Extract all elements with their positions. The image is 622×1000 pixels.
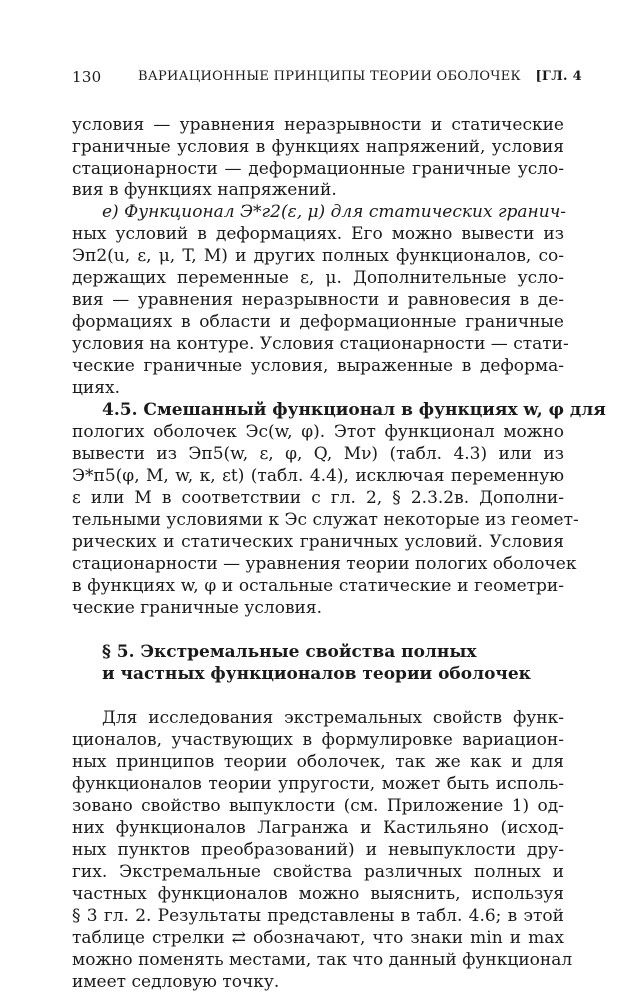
- text-line: ных пунктов преобразований) и невыпуклости дру-: [72, 840, 564, 860]
- chapter-label: [ГЛ. 4: [535, 69, 582, 84]
- text-line: условия — уравнения неразрывности и статические: [72, 115, 564, 135]
- text-line: них функционалов Лагранжа и Кастильяно (исход-: [72, 818, 564, 838]
- text-line: частных функционалов можно выяснить, используя: [72, 884, 564, 904]
- text-line: Для исследования экстремальных свойств функ-: [102, 708, 564, 728]
- section-heading: § 5. Экстремальные свойства полных: [102, 642, 477, 662]
- text-line: зовано свойство выпуклости (см. Приложение 1) од-: [72, 796, 564, 816]
- text-line: формациях в области и деформационные граничные: [72, 312, 564, 332]
- text-line: стационарности — уравнения теории пологих оболочек: [72, 554, 577, 574]
- text-line: гих. Экстремальные свойства различных полных и: [72, 862, 564, 882]
- text-line: вия — уравнения неразрывности и равновесия в де-: [72, 290, 564, 310]
- subsection-heading: 4.5. Смешанный функционал в функциях w, φ для: [102, 400, 606, 420]
- text-line: § 3 гл. 2. Результаты представлены в табл. 4.6; в этой: [72, 906, 564, 926]
- text-line: держащих переменные ε, μ. Дополнительные усло-: [72, 268, 564, 288]
- text-line: е) Функционал Э*г2(ε, μ) для статических гранич-: [102, 202, 567, 222]
- text-line: можно поменять местами, так что данный функционал: [72, 950, 573, 970]
- text-line: ε или M в соответствии с гл. 2, § 2.3.2в. Дополни-: [72, 488, 564, 508]
- text-line: тельными условиями к Эс служат некоторые из геомет-: [72, 510, 579, 530]
- text-line: функционалов теории упругости, может быть исполь-: [72, 774, 564, 794]
- text-line: стационарности — деформационные граничные усло-: [72, 159, 564, 179]
- text-line: циях.: [72, 378, 120, 398]
- text-line: пологих оболочек Эс(w, φ). Этот функционал можно: [72, 422, 564, 442]
- running-title: ВАРИАЦИОННЫЕ ПРИНЦИПЫ ТЕОРИИ ОБОЛОЧЕК: [138, 69, 521, 84]
- text-line: вывести из Эп5(w, ε, φ, Q, Mν) (табл. 4.3) или из: [72, 444, 564, 464]
- text-line: рических и статических граничных условий. Условия: [72, 532, 564, 552]
- text-line: имеет седловую точку.: [72, 972, 280, 992]
- text-line: вия в функциях напряжений.: [72, 180, 337, 200]
- text-line: условия на контуре. Условия стационарности — стати-: [72, 334, 569, 354]
- text-line: Э*п5(φ, M, w, κ, εt) (табл. 4.4), исключая переменную: [72, 466, 564, 486]
- page-number: 130: [72, 68, 102, 86]
- text-line: ческие граничные условия.: [72, 598, 322, 618]
- text-line: в функциях w, φ и остальные статические и геометри-: [72, 576, 564, 596]
- text-line: Эп2(u, ε, μ, T, M) и других полных функционалов, со-: [72, 246, 564, 266]
- text-line: таблице стрелки ⇄ обозначают, что знаки min и max: [72, 928, 564, 948]
- text-line: ческие граничные условия, выраженные в деформа-: [72, 356, 564, 376]
- text-line: ных условий в деформациях. Его можно вывести из: [72, 224, 564, 244]
- text-line: ционалов, участвующих в формулировке вариацион-: [72, 730, 564, 750]
- text-line: граничные условия в функциях напряжений, условия: [72, 137, 564, 157]
- text-line: ных принципов теории оболочек, так же как и для: [72, 752, 564, 772]
- section-heading: и частных функционалов теории оболочек: [102, 664, 531, 684]
